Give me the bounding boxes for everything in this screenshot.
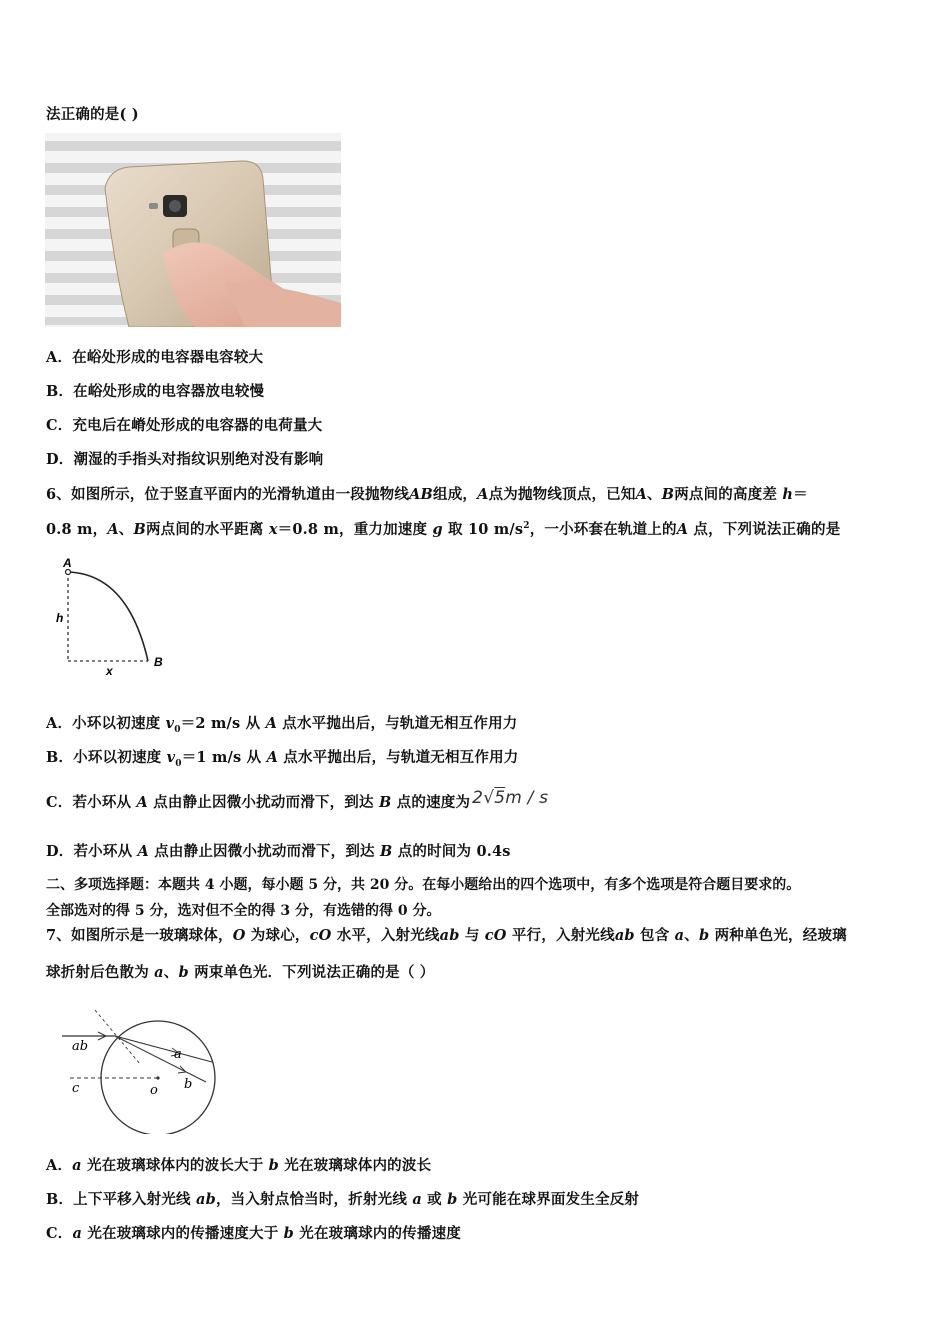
section2-heading-line1: 二、多项选择题：本题共 4 小题，每小题 5 分，共 20 分。在每小题给出的四个选项中，有多个选项是符合题目要求的。 <box>46 877 801 893</box>
q5-option-a: A．在峪处形成的电容器电容较大 <box>46 349 264 366</box>
q7-option-b: B．上下平移入射光线 ab，当入射点恰当时，折射光线 a 或 b 光可能在球界面发生全反射 <box>46 1191 640 1208</box>
q6-option-a: A．小环以初速度 $v_0=2$ m/s 从 A 点水平抛出后，与轨道无相互作用力 <box>46 715 518 735</box>
q6-stem-line1: 6、如图所示，位于竖直平面内的光滑轨道由一段抛物线AB组成，A点为抛物线顶点，已知A、B两点间的高度差 h＝ <box>46 486 808 503</box>
q7-option-c: C．a 光在玻璃球内的传播速度大于 b 光在玻璃球内的传播速度 <box>46 1225 461 1242</box>
q6-label-x: x <box>106 664 113 678</box>
q7-stem-line2: 球折射后色散为 a、b 两束单色光．下列说法正确的是（ ） <box>46 964 435 981</box>
fingerprint-phone-photo <box>45 133 341 327</box>
q7-label-c: c <box>72 1081 80 1096</box>
q5-option-b: B．在峪处形成的电容器放电较慢 <box>46 383 265 400</box>
q6-option-c-math: 2√5m / s <box>472 788 549 808</box>
q7-stem-line1: 7、如图所示是一玻璃球体，O 为球心，cO 水平，入射光线ab 与 cO 平行，入射光线ab 包含 a、b 两种单色光，经玻璃 <box>46 927 847 944</box>
q7-label-o: o <box>150 1083 158 1098</box>
q6-stem-line2: 0.8 m，A、B两点间的水平距离 x＝0.8 m，重力加速度 g 取 10 $m/s^2$，一小环套在轨道上的A 点，下列说法正确的是 <box>46 521 841 538</box>
q6-label-a: A <box>63 556 72 570</box>
q6-option-b: B．小环以初速度 $v_0=1$ m/s 从 A 点水平抛出后，与轨道无相互作用力 <box>46 749 519 769</box>
q6-label-b: B <box>154 655 163 669</box>
q5-stem-tail: 法正确的是( ) <box>46 106 139 123</box>
q7-glass-sphere-figure <box>60 1002 230 1134</box>
q6-label-h: h <box>56 611 64 625</box>
q7-label-a: a <box>174 1047 182 1062</box>
section2-heading-line2: 全部选对的得 5 分，选对但不全的得 3 分，有选错的得 0 分。 <box>46 903 441 919</box>
q6-option-d: D．若小环从 A 点由静止因微小扰动而滑下，到达 B 点的时间为 0.4s <box>46 843 511 860</box>
q6-option-c: C．若小环从 A 点由静止因微小扰动而滑下，到达 B 点的速度为 2√5m / s <box>46 788 549 811</box>
q7-option-a: A．a 光在玻璃球体内的波长大于 b 光在玻璃球体内的波长 <box>46 1157 432 1174</box>
q7-label-ab: ab <box>72 1039 89 1054</box>
q6-parabola-figure <box>50 556 180 680</box>
q5-option-c: C．充电后在嵴处形成的电容器的电荷量大 <box>46 417 323 434</box>
q7-label-b: b <box>184 1077 193 1092</box>
q5-option-d: D．潮湿的手指头对指纹识别绝对没有影响 <box>46 451 324 468</box>
